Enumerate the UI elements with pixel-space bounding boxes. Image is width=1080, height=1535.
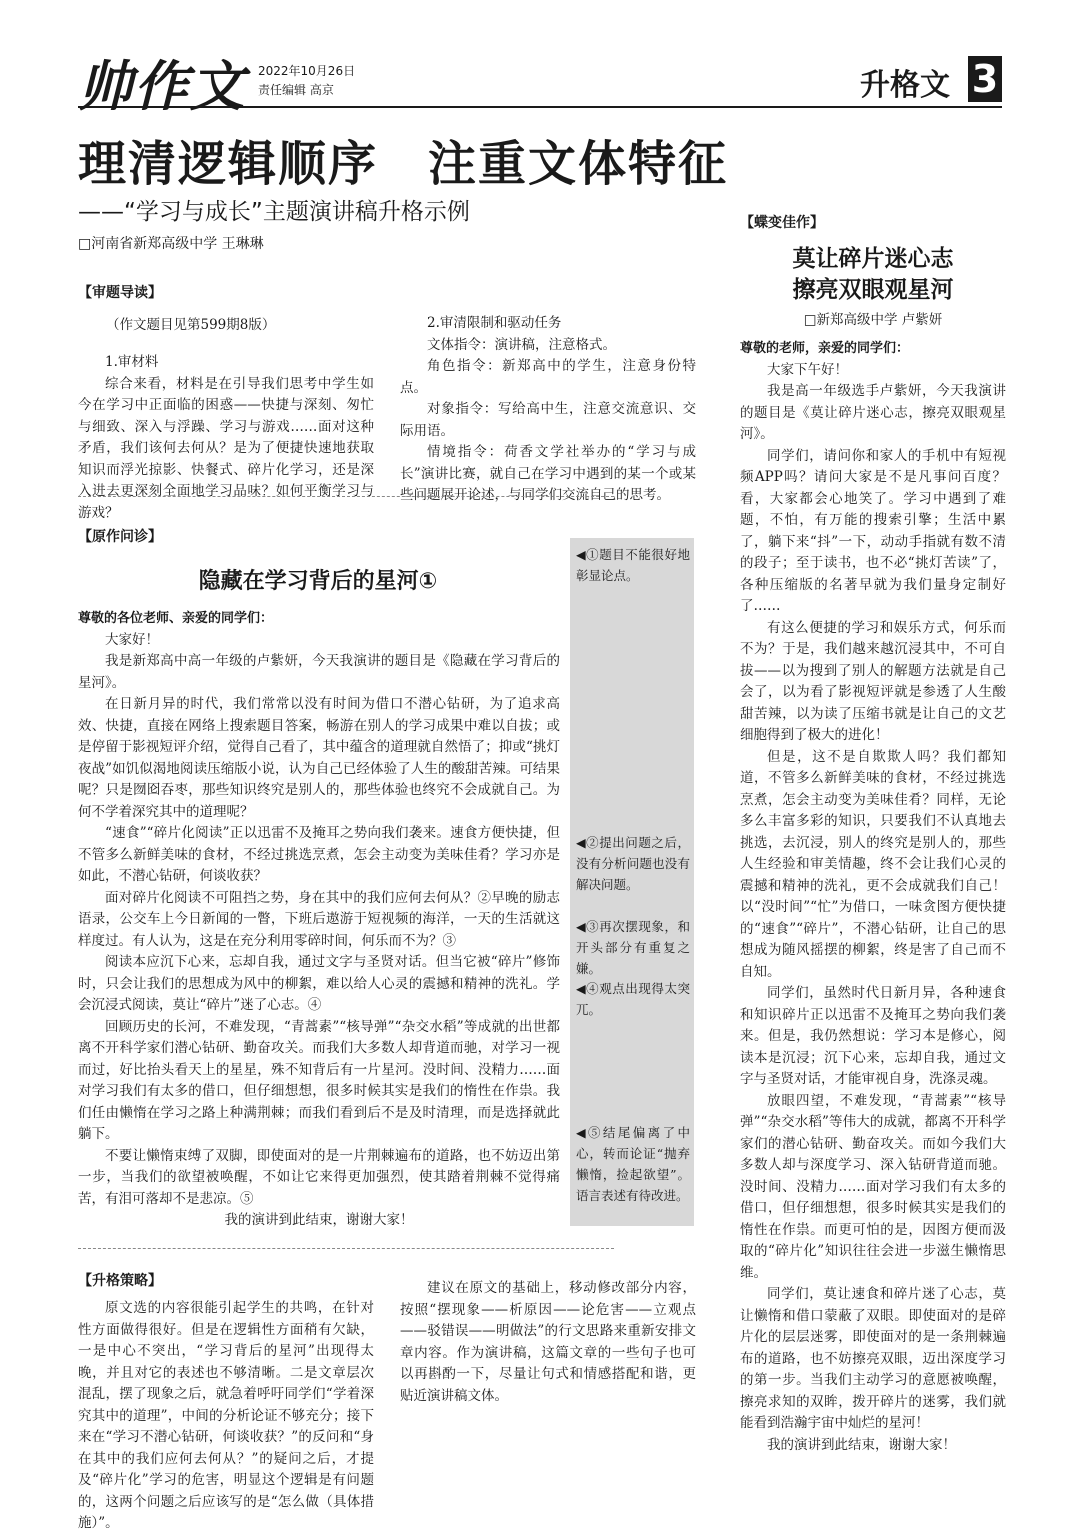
revised-title bbox=[740, 244, 1006, 306]
revised-paragraph: 放眼四望，不难发现，“青蒿素”“核导弹”“杂交水稻”等伟大的成就，都离不开科学家们的潜心钻研、勤奋攻关。而如今我们大多数人却与深度学习、深入钻研背道而驰。没时间、没精力……面对学习我们有太多的借口，但仔细想想，很多时候其实是我们的惰性在作祟。而更可怕的是，因图方便而汲取的“碎片化”知识往往会进一步滋生懒惰思维。 bbox=[740, 1092, 1006, 1281]
editor-credit: 责任编辑 高京 bbox=[258, 83, 334, 97]
original-closing: 我的演讲到此结束，谢谢大家！ bbox=[224, 1212, 414, 1228]
revised-title-line-2: 擦亮双眼观星河 bbox=[792, 277, 954, 303]
guide-label: 【审题导读】 bbox=[78, 285, 162, 301]
revised-closing: 我的演讲到此结束，谢谢大家！ bbox=[767, 1436, 956, 1453]
revised-paragraph: 大家下午好！ bbox=[767, 361, 848, 378]
headline-title: 理清逻辑顺序 注重文体特征 bbox=[78, 136, 729, 192]
guide-sub2-item: 角色指令：新郑高中的学生，注意身份特点。 bbox=[400, 358, 696, 396]
strategy-label: 【升格策略】 bbox=[78, 1273, 162, 1289]
strategy-column-1 bbox=[78, 1298, 374, 1531]
revised-paragraph: 我是高一年级选手卢紫妍，今天我演讲的题目是《莫让碎片迷心志，擦亮双眼观星河》。 bbox=[740, 383, 1006, 442]
guide-sub2-item: 文体指令：演讲稿，注意格式。 bbox=[427, 336, 616, 353]
revised-paragraph: 同学们，莫让速食和碎片迷了心志，莫让懒惰和借口蒙蔽了双眼。即使面对的是碎片化的层层迷雾，即使面对的是一条荆棘遍布的道路，也不妨擦亮双眼，迈出深度学习的第一步。当我们主动学习的意愿被唤醒，擦亮求知的双眸，拨开碎片的迷雾，我们就能看到浩瀚宇宙中灿烂的星河！ bbox=[740, 1286, 1006, 1431]
revised-title-line-1: 莫让碎片迷心志 bbox=[792, 246, 954, 272]
original-paragraph: 在日新月异的时代，我们常常以没有时间为借口不潜心钻研，为了追求高效、快捷，直接在网络上搜索题目答案，畅游在别人的学习成果中难以自拔；或是停留于影视短评介绍，觉得自己看了，其中蕴含的道理就自然悟了；抑或“挑灯夜战”如饥似渴地阅读压缩版小说，认为自己已经体验了人生的酸甜苦辣。可结果呢？只是囫囵吞枣，那些知识终究是别人的，那些体验也终究不会成就自己。为何不学着深究其中的道理呢？ bbox=[78, 696, 560, 820]
original-paragraph: “速食”“碎片化阅读”正以迅雷不及掩耳之势向我们袭来。速食方便快捷，但不管多么新鲜美味的食材，不经过挑选烹煮，怎会主动变为美味佳肴？学习亦是如此，不潜心钻研，何谈收获？ bbox=[78, 825, 560, 884]
masthead-info bbox=[258, 62, 355, 100]
strategy-paragraph: 建议在原文的基础上，移动修改部分内容，按照“摆现象——析原因——论危害——立观点——驳错误——明做法”的行文思路来重新安排文章内容。作为演讲稿，这篇文章的一些句子也可以再斟酌一下，尽量让句式和情感搭配和谐，更贴近演讲稿文体。 bbox=[400, 1280, 696, 1404]
revised-body bbox=[740, 338, 1006, 1456]
strategy-column-2 bbox=[400, 1278, 696, 1407]
annotation-4: ◀④观点出现得太突兀。 bbox=[576, 981, 690, 1017]
original-paragraph: 回顾历史的长河，不难发现，“青蒿素”“核导弹”“杂交水稻”等成就的出世都离不开科学家们潜心钻研、勤奋攻关。而我们大多数人却背道而驰，对学习一视而过，好比抬头看天上的星星，殊不知背后有一片星河。没时间、没精力……面对学习我们有太多的借口，但仔细想想，很多时候其实是我们的惰性在作祟。我们任由懒惰在学习之路上种满荆棘；而我们看到后不是及时清理，而是选择就此躺下。 bbox=[78, 1018, 560, 1142]
guide-column-2 bbox=[400, 270, 696, 507]
guide-sub2-item: 对象指令：写给高中生，注意交流意识、交际用语。 bbox=[400, 401, 696, 439]
original-paragraph: 大家好！ bbox=[105, 631, 159, 648]
guide-sub2-title: 2.审清限制和驱动任务 bbox=[427, 315, 562, 331]
annotation-1: ◀①题目不能很好地彰显论点。 bbox=[576, 547, 690, 583]
revised-paragraph: 同学们，虽然时代日新月异，各种速食和知识碎片正以迅雷不及掩耳之势向我们袭来。但是，我仍然想说：学习本是修心，阅读本是沉浸；沉下心来，忘却自我，通过文字与圣贤对话，才能审视自身，洗涤灵魂。 bbox=[740, 985, 1006, 1087]
original-label: 【原作问诊】 bbox=[78, 529, 162, 545]
header-rule bbox=[78, 106, 1002, 108]
masthead-logo: 帅作文 bbox=[78, 54, 246, 118]
strategy-paragraph: 原文选的内容很能引起学生的共鸣，在针对性方面做得很好。但是在逻辑性方面稍有欠缺，一是中心不突出，“学习背后的星河”出现得太晚，并且对它的表述也不够清晰。二是文章层次混乱，摆了现象之后，就急着呼吁同学们“学着深究其中的道理”，中间的分析论证不够充分；接下来在“学习不潜心钻研，何谈收获？”的反问和“身在其中的我们应何去何从？”的疑问之后，才提及“碎片化”学习的危害，明显这个逻辑是有问题的，这两个问题之后应该写的是“怎么做（具体措施）”。 bbox=[78, 1300, 374, 1531]
revised-paragraph: 但是，这不是自欺欺人吗？我们都知道，不管多么新鲜美味的食材，不经过挑选烹煮，怎会主动变为美味佳肴？同样，无论多么丰富多彩的知识，只要我们不认真地去挑选，去沉浸，别人的终究是别人的，那些人生经验和审美情趣，终不会让我们心灵的震撼和精神的洗礼，更不会成就我们自己！以“没时间”“忙”为借口，一味贪图方便快捷的“速食”“碎片”，不潜心钻研，让自己的思想成为随风摇摆的柳絮，终是害了自己而不自知。 bbox=[740, 748, 1006, 980]
revised-greeting: 尊敬的老师，亲爱的同学们： bbox=[740, 341, 910, 356]
annotation-5: ◀⑤结尾偏离了中心，转而论证“抛弃懒惰，捡起欲望”。语言表述有待改进。 bbox=[576, 1125, 690, 1203]
annotation-3: ◀③再次摆现象，和开头部分有重复之嫌。 bbox=[576, 919, 690, 976]
issue-date: 2022年10月26日 bbox=[258, 64, 356, 78]
original-paragraph: 不要让懒惰束缚了双脚，即使面对的是一片荆棘遍布的道路，也不妨迈出第一步，当我们的欲望被唤醒，不如让它来得更加强烈，使其踏着荆棘不觉得痛苦，有泪可落却不是悲凉。⑤ bbox=[78, 1147, 560, 1207]
original-paragraph: 我是新郑高中高一年级的卢紫妍，今天我演讲的题目是《隐藏在学习背后的星河》。 bbox=[78, 653, 560, 691]
page-number: 3 bbox=[968, 56, 1002, 102]
revised-label: 【蝶变佳作】 bbox=[740, 215, 824, 231]
revised-paragraph: 有这么便捷的学习和娱乐方式，何乐而不为？于是，我们越来越沉浸其中，不可自拔——以为搜到了别人的解题方法就是自己会了，以为看了影视短评就是参透了人生酸甜苦辣，以为读了压缩书就是让自己的文艺细胞得到了极大的进化！ bbox=[740, 619, 1006, 743]
original-paragraph: 阅读本应沉下心来，忘却自我，通过文字与圣贤对话。但当它被“碎片”修饰时，只会让我们的思想成为风中的柳絮，难以给人心灵的震撼和精神的洗礼。学会沉浸式阅读，莫让“碎片”迷了心志。④ bbox=[78, 954, 560, 1013]
section-title: 升格文 bbox=[860, 68, 950, 103]
section-divider bbox=[78, 496, 614, 497]
guide-column-1 bbox=[78, 352, 374, 521]
original-body bbox=[78, 608, 560, 1232]
section-divider bbox=[78, 1248, 614, 1249]
annotation-2: ◀②提出问题之后，没有分析问题也没有解决问题。 bbox=[576, 835, 690, 892]
guide-sub1-title: 1.审材料 bbox=[105, 354, 159, 370]
headline-author: □河南省新郑高级中学 王琳琳 bbox=[78, 236, 264, 252]
guide-note: （作文题目见第599期8版） bbox=[106, 317, 276, 333]
revised-author: □新郑高级中学 卢紫妍 bbox=[803, 312, 943, 328]
original-paragraph: 面对碎片化阅读不可阻挡之势，身在其中的我们应何去何从？②早晚的励志语录，公交车上今日新闻的一瞥，下班后遨游于短视频的海洋，一天的生活就这样度过。有人认为，这是在充分利用零碎时间，何乐而不为？③ bbox=[78, 889, 560, 949]
headline-subtitle: ——“学习与成长”主题演讲稿升格示例 bbox=[78, 199, 470, 225]
guide-sub1-text: 综合来看，材料是在引导我们思考中学生如今在学习中正面临的困惑——快捷与深刻、匆忙与细致、深入与浮躁、学习与游戏……面对这种矛盾，我们该何去何从？是为了便捷快速地获取知识而浮光掠影、快餐式、碎片化学习，还是深入进去更深刻全面地学习品味？如何平衡学习与游戏？ bbox=[78, 375, 374, 521]
original-title: 隐藏在学习背后的星河① bbox=[198, 569, 438, 594]
guide-sub2-item: 情境指令：荷香文学社举办的“学习与成长”演讲比赛，就自己在学习中遇到的某一个或某些问题展开论述，与同学们交流自己的思考。 bbox=[400, 444, 696, 503]
original-greeting: 尊敬的各位老师、亲爱的同学们： bbox=[78, 611, 274, 626]
revised-paragraph: 同学们，请问你和家人的手机中有短视频APP吗？请问大家是不是凡事问百度？看，大家都会心地笑了。学习中遇到了难题，不怕，有万能的搜索引擎；生活中累了，躺下来“抖”一下，动动手指就有数不清的段子；至于读书，也不必“挑灯苦读”了，各种压缩版的名著早就为我们量身定制好了…… bbox=[740, 447, 1006, 614]
